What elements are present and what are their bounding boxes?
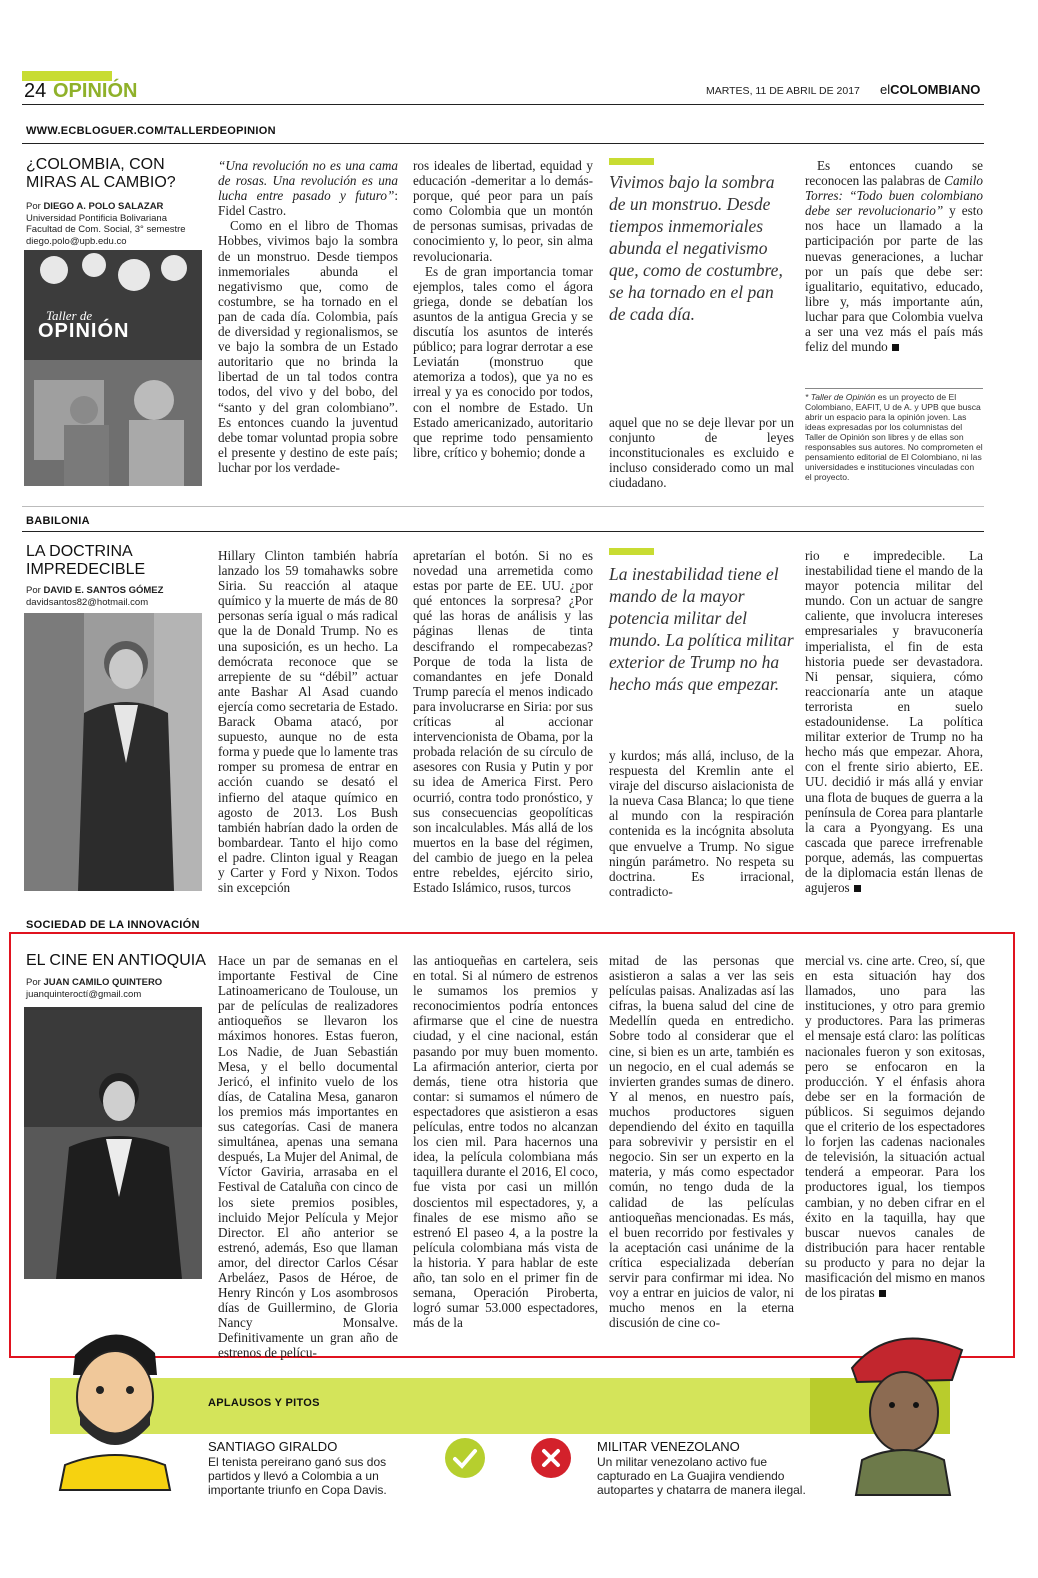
header-rule [22, 104, 984, 105]
logo-line2: OPINIÓN [38, 320, 130, 342]
author-portrait-juan [24, 1007, 202, 1279]
byline-prefix: Por [26, 585, 44, 596]
section-title: OPINIÓN [53, 80, 138, 102]
byline-prefix: Por [26, 977, 44, 988]
article1-affiliation: Universidad Pontificia Bolivariana [26, 212, 167, 224]
end-mark-icon [892, 344, 899, 351]
article1-email: diego.polo@upb.edu.co [26, 235, 127, 247]
article2-col4-text: rio e impredecible. La inestabilidad tiene el mando de la mayor potencia militar del mundo. Con un actuar de sangre caliente, que involucra intereses empresariales y bravuconería imperialista, el fin de esta historia puede ser devastadora. Ni pensar, siquiera, cómo reaccionaría ante un ataque terrorista en suelo estadounidense. La política militar exterior de Trump no ha hecho más que empezar. Ahora, con el frente sirio abierto, EE. UU. decidió ir más allá y enviar una flota de buques de guerra a la península de Corea para plantarle la cara a Pyongyang. Es una cascada que parece irrefrenable porque, además, las compuertas de la diplomacia están llenas de agujeros [805, 548, 983, 896]
article1-col2-text1: ros ideales de libertad, equidad y educación -demeritar a lo demás- porque, qué peor para un país como Colombia que un montón de personas sumisas, privadas de conocimiento y, lo peor, sin alma revolucionaria. [413, 158, 593, 264]
article1-byline [26, 201, 206, 247]
page-date: MARTES, 11 DE ABRIL DE 2017 [706, 85, 860, 97]
author-portrait-david [24, 613, 202, 891]
masthead-prefix: el [880, 82, 891, 97]
aplausos-right-text: Un militar venezolano activo fue capturado en La Guajira vendiendo autopartes y chatarra de manera ilegal. [597, 1455, 806, 1497]
article3-col1-text: Hace un par de semanas en el importante Festival de Cine Latinoamericano de Toulouse, un par de películas de realizadores antioqueños se llevaron los máximos honores. Estas fueron, Los Nadie, de Juan Sebastián Mesa, y el bello documental Jericó, el infinito vuelo de los días, de Catalina Mesa, ganaron los premios más importantes en sus categorías. Casi de manera simultánea, apenas una semana después, La Mujer del Animal, de Víctor Gaviria, arrasaba en el Festival de Cataluña con cinco de los siete premios posibles, incluido Mejor Película y Mejor Director. El año anterior se estrenó, además, Eso que llaman amor, del director Carlos César Arbeláez, Pasos de Héroe, de Henry Rincón y Los asombrosos días de Guillermino, de Gloria Nancy Monsalve. Definitivamente un gran año de estrenos de pelícu- [218, 953, 398, 1361]
footnote-text: es un proyecto de El Colombiano, EAFIT, U de A. y UPB que busca abrir un espacio para la opinión joven. Las ideas expresadas por los columnistas del Taller de Opinión son libres y de ellas son responsables sus autores. No comprometen el pensamiento editorial de El Colombiano, ni las universidades e instituciones vinculadas con el proyecto. [805, 392, 983, 482]
article1-column4 [805, 158, 983, 364]
taller-de-opinion-logo-photo [24, 250, 202, 486]
end-mark-icon [854, 885, 861, 892]
article2-author: DAVID E. SANTOS GÓMEZ [43, 585, 164, 596]
article3-column1 [218, 953, 398, 1361]
article2-top-rule [22, 531, 984, 532]
pullquote2-accent [609, 548, 654, 555]
masthead [880, 82, 980, 97]
aplausos-left-text: El tenista pereirano ganó sus dos partidos y llevó a Colombia a un importante triunfo en Copa Davis. [208, 1455, 387, 1497]
article1-pull-quote: Vivimos bajo la sombra de un monstruo. Desde tiempos inmemoriales abunda el negativismo que, como de costumbre, se ha tornado en el pan de cada día. [609, 172, 783, 324]
article2-pull-quote: La inestabilidad tiene el mando de la mayor potencia militar del mundo. La política militar exterior de Trump no ha hecho más que empezar. [609, 564, 794, 694]
article1-epigraph: “Una revolución no es una cama de rosas. Una revolución es una lucha entre pasado y futuro” [218, 158, 398, 204]
article2-byline [26, 585, 206, 608]
article1-col4-text1: Es entonces cuando se reconocen las palabras de [805, 158, 983, 189]
check-icon [445, 1438, 485, 1478]
caricature-soldier-icon [832, 1320, 972, 1495]
article1-footnote [805, 392, 983, 488]
article3-column3 [609, 953, 794, 1344]
article2-column4 [805, 548, 983, 894]
article1-column3 [609, 415, 794, 490]
section-label-sociedad: SOCIEDAD DE LA INNOVACIÓN [26, 919, 200, 931]
article2-column3 [609, 748, 794, 899]
article2-top-rule-upper [22, 506, 984, 507]
logo-line1: Taller de [46, 308, 93, 323]
article1-column1 [218, 158, 398, 490]
cross-icon [531, 1438, 571, 1478]
caricature-tennis-player-icon [45, 1315, 185, 1490]
article3-col2-text: las antioqueñas en cartelera, seis en total. Si al número de estrenos le sumamos los premios y reconocimientos podría entonces afirmarse que el cine de nuestra ciudad, y el cine nacional, están pasando por muy buen momento. La afirmación anterior, cierta por demás, tiene otra historia que contar: si sumamos el número de espectadores que asistieron a esas películas, entre todos no alcanzan los cien mil. Para hacernos una idea, la película colombiana más taquillera durante el 2016, El coco, fue vista por casi un millón doscientos mil espectadores, y, a finales de ese mismo año se estrenó El paseo 4, a la postre la película colombiana más vista de la historia. Y para hablar de este año, tan solo en el primer fin de semana, Operación Piroberta, logró sumar 53.000 espectadores, más de la [413, 953, 598, 1331]
article1-author: DIEGO A. POLO SALAZAR [43, 201, 164, 212]
article3-column4 [805, 953, 985, 1301]
section-label-ecbloguer: WWW.ECBLOGUER.COM/TALLERDEOPINION [26, 125, 276, 137]
check-mark-icon [445, 1438, 485, 1478]
end-mark-icon [879, 1290, 886, 1297]
article1-faculty: Facultad de Com. Social, 3° semestre [26, 224, 186, 235]
section-label-babilonia: BABILONIA [26, 515, 90, 527]
article3-col3-text: mitad de las personas que asistieron a salas a ver las seis películas paisas. Analizadas así las cifras, la buena salud del cine de Medellín queda en entredicho. Sobre todo al considerar que el cine, si bien es un arte, también es un negocio, en el cual además se invierten grandes sumas de dinero. Y al menos, en nuestro país, muchos productores siguen dependiendo del éxito en taquilla para sobrevivir y persistir en el negocio. Sin ser un experto en la materia, y más como espectador común, no tengo duda de la calidad de las películas antioqueñas mencionadas. Es más, el buen recorrido por festivales y la aceptación casi unánime de la crítica especializada deberían servir para confirmar mi idea. No voy a entrar en juicios de valor, ni mucho menos en la eterna discusión de cine co- [609, 953, 794, 1331]
militar-caricature [832, 1320, 972, 1495]
aplausos-right-name: MILITAR VENEZOLANO [597, 1439, 740, 1454]
article3-col4-text: mercial vs. cine arte. Creo, sí, que en esta situación hay dos llamados, uno para las instituciones, y otro para gremio y productores. Para las primeras el mensaje está claro: las políticas nacionales fueron y son exitosas, pero se enfocaron en la producción. Y el énfasis ahora debe ser en la formación de públicos. Si seguimos dejando que el criterio de los espectadores lo forjen las cadenas nacionales de televisión, la situación actual tenderá a empeorar. Para los productores igual, los tiempos cambian, y no deben cifrar en el éxito en la taquilla, hay que buscar nuevos canales de distribución para hacer rentable su producto y para no dejar la masificación del mismo en manos de los piratas [805, 953, 985, 1301]
article2-author-photo [24, 613, 202, 891]
x-mark-icon [531, 1438, 571, 1478]
article3-column2 [413, 953, 598, 1344]
article2-col1-text: Hillary Clinton también habría lanzado los 59 tomahawks sobre Siria. Su reacción al ataque químico y la muerte de más de 80 personas sería igual o más radical que la de Donald Trump. No es una suposición, es un hecho. La demócrata reconoce que se arrepiente de su “débil” actuar ante Bashar Al Asad cuando ejercía como secretaria de Estado. Barack Obama atacó, por supuesto, aunque no de esta forma y puede que lo lamente tras romper su promesa de entrar en acción cuando se desató el infierno del ataque químico en agosto de 2013. Los Bush también habrían dado la orden de bombardear. Tanto el hijo como el padre. Clinton igual y Reagan y Carter y Ford y Nixon. Todos sin excepción [218, 548, 398, 896]
article1-epigraph-author: : Fidel Castro. [218, 188, 398, 219]
article1-col4-quote: Camilo Torres: “Todo buen colombiano debe ser revolucionario” [805, 173, 983, 219]
article3-author: JUAN CAMILO QUINTERO [43, 977, 163, 988]
article3-title: EL CINE EN ANTIOQUIA [26, 952, 206, 969]
article1-col4-text2: y esto nos hace un llamado a la participación por parte de las nuevas generaciones, a luchar por un país que debe ser: igualitario, equitativo, educado, libre y, más importante aún, luchar para que Colombia vuelva a ser una vez más el país más feliz del mundo [805, 203, 984, 355]
article2-column2 [413, 548, 593, 894]
article2-col2-text: apretarían el botón. Si no es novedad una arremetida como estas por parte de EE. UU. ¿por qué entonces la sorpresa? ¿Por qué las horas de análisis y las páginas llenas de tinta descifrando el rompecabezas? Porque de toda la lista de comandantes en jefe Donald Trump parecía el menos indicado para involucrarse en Siria: por sus críticas al accionar intervencionista de Obama, por la probada relación de su círculo de asesores con Rusia y Putin y por su idea de America First. Pero ocurrió, contra todo pronóstico, y sus consecuencias geopolíticas son incalculables. Más allá de los muertos en la base del régimen, del cambio de juego en la pelea entre rebeldes, ejército sirio, Estado Islámico, rusos, turcos [413, 548, 593, 896]
article1-column2 [413, 158, 593, 490]
students-photo-illustration [24, 250, 202, 486]
article1-col2-text2: Es de gran importancia tomar ejemplos, tales como el ágora griega, donde se debatían los asuntos de la antigua Grecia y se discutía los asuntos de interés público; para lograr derrotar a ese Leviatán (monstruo que atemoriza a todos), que ya no es irreal y ya es conocido por todos, con el nombre de Estado. Un Estado americanizado, autoritario que reprime todo pensamiento libre, crítico y bohemio; donde a [413, 263, 593, 460]
footnote-rule [805, 388, 983, 389]
masthead-brand: COLOMBIANO [890, 82, 981, 97]
byline-prefix: Por [26, 201, 44, 212]
page-number: 24 [24, 80, 47, 102]
article1-top-rule [22, 143, 984, 144]
article2-column1 [218, 548, 398, 894]
footnote-lead: * Taller de Opinión [805, 392, 876, 402]
aplausos-label: APLAUSOS Y PITOS [208, 1397, 320, 1409]
article1-col1-text: Como en el libro de Thomas Hobbes, vivimos bajo la sombra de un monstruo. Desde tiempos inmemoriales abunda el negativismo que, como de costumbre, se ha tornado en el pan de cada día. Colombia, país de diversidad y regionalismos, se ve bajo la sombra de un Estado autoritario que no brinda la libertad de un tal todos contra todos, del vivo y del bobo, del “santo y del gran colombiano”. Es entonces cuando la juventud debe tomar voluntad propia sobre el presente y destino de este país; luchar por los verdade- [218, 218, 398, 475]
article3-email: juanquinteroctí@gmail.com [26, 988, 142, 1000]
article1-col3-text: aquel que no se deje llevar por un conjunto de leyes inconstitucionales es excluido e incluso considerado como un mal ciudadano. [609, 415, 794, 491]
article2-col3-text: y kurdos; más allá, incluso, de la respuesta del Kremlin ante el viraje del discurso aislacionista de la nueva Casa Blanca; lo que tiene al mundo con la respiración contenida es la incógnita absoluta que envuelve a Trump. No sigue ningún parámetro. No respeta su doctrina. Es irracional, contradicto- [609, 748, 794, 899]
article2-title: LA DOCTRINA IMPREDECIBLE [26, 543, 146, 578]
article1-title: ¿COLOMBIA, CON MIRAS AL CAMBIO? [26, 156, 176, 191]
article3-author-photo [24, 1007, 202, 1279]
article2-email: davidsantos82@hotmail.com [26, 596, 149, 608]
pullquote1-accent [609, 158, 654, 165]
article3-byline [26, 977, 206, 1000]
santiago-giraldo-caricature [45, 1315, 185, 1490]
aplausos-left-name: SANTIAGO GIRALDO [208, 1439, 338, 1454]
